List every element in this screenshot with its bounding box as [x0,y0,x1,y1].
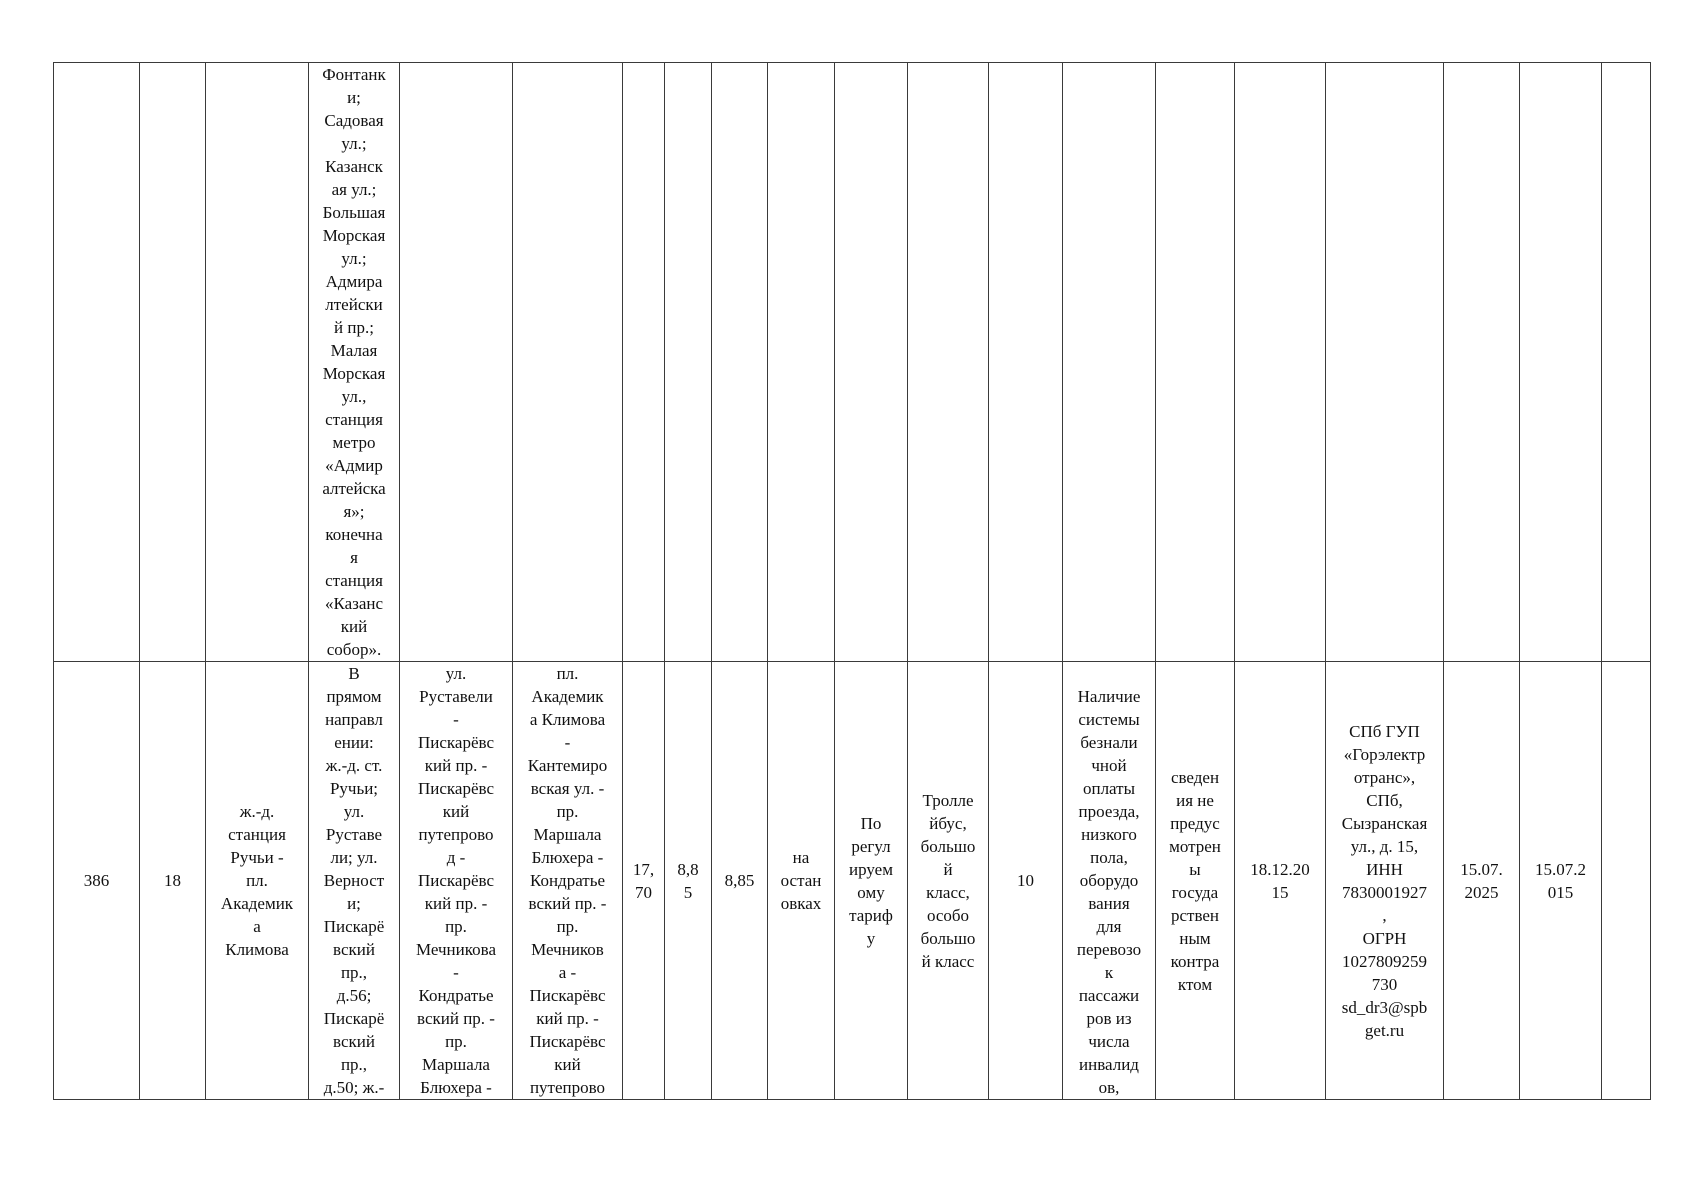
cell-date-a [1444,662,1520,1100]
length-total: 17, 70 [632,859,655,902]
cell-date-a [1444,63,1520,662]
cell-length-backward [712,662,768,1100]
carrier-info: СПб ГУП «Горэлектр отранс», СПб, Сызранская ул., д. 15, ИНН 7830001927 , ОГРН 1027809259 730 sd_dr3@spb get.ru [1341,721,1428,1040]
cell-route-name [206,662,309,1100]
cell-environmental-class [1156,63,1235,662]
environmental-class: сведен ия не предус мотрен ы госуда рствен ным контра ктом [1169,767,1221,994]
forward-streets-text: ул. Руставели - Пискарёвс кий пр. - Пискарёвс кий путепрово д - Пискарёвс кий пр. - пр. Мечникова - Кондратье вский пр. - пр. Маршала Блюхера - [415,664,496,1097]
stops-list-text: В прямом направл ении: ж.-д. ст. Ручьи; ул. Руставе ли; ул. Верност и; Пискарё вский пр., д.56; Пискарё вский пр., д.50; ж.- [323,664,385,1097]
cell-backward-streets [513,63,623,662]
backward-streets-text: пл. Академик а Климова - Кантемиро вская ул. - пр. Маршала Блюхера - Кондратье вский пр. - пр. Мечников а - Пискарёвс кий пр. - Пискарёвс кий путепрово [527,664,608,1097]
cell-start-date [1235,662,1326,1100]
cell-vehicle-class [908,63,989,662]
cell-tariff-type [835,63,908,662]
route-registry-table [53,62,1651,1100]
cell-registry-number [54,63,140,662]
cell-length-total [623,63,665,662]
cell-length-backward [712,63,768,662]
cell-route-number [140,662,206,1100]
cell-date-b [1520,662,1602,1100]
cell-stops-list [309,662,400,1100]
start-date: 18.12.20 15 [1250,859,1310,902]
cell-stops-list [309,63,400,662]
date-b: 15.07.2 015 [1535,859,1586,902]
cell-route-number [140,63,206,662]
cell-start-date [1235,63,1326,662]
cell-route-name [206,63,309,662]
cell-boarding-order [768,662,835,1100]
cell-environmental-class [1156,662,1235,1100]
vehicle-class: Тролле йбус, большо й класс, особо большо й класс [920,790,976,971]
cell-date-b [1520,63,1602,662]
cell-length-total [623,662,665,1100]
length-backward: 8,85 [724,871,755,890]
vehicle-characteristics: Наличие системы безнали чной оплаты проезда, низкого пола, оборудо вания для перевозо к пассажи ров из числа инвалид ов, [1076,687,1142,1097]
length-forward: 8,8 5 [677,859,699,902]
table-row-route-386 [54,662,1651,1100]
cell-vehicle-characteristics [1063,63,1156,662]
cell-carrier-info [1326,63,1444,662]
boarding-order: на остан овках [780,848,822,913]
vehicle-count: 10 [1017,871,1034,890]
cell-notes [1602,662,1651,1100]
cell-tariff-type [835,662,908,1100]
cell-notes [1602,63,1651,662]
table-row-continuation [54,63,1651,662]
cell-vehicle-count [989,63,1063,662]
cell-vehicle-class [908,662,989,1100]
route-number: 18 [164,871,181,890]
cell-carrier-info [1326,662,1444,1100]
route-name: ж.-д. станция Ручьи - пл. Академик а Климова [220,802,294,959]
cell-backward-streets [513,662,623,1100]
cell-length-forward [665,662,712,1100]
cell-registry-number [54,662,140,1100]
cell-length-forward [665,63,712,662]
cell-vehicle-count [989,662,1063,1100]
tariff-type: По регул ируем ому тариф у [849,813,893,948]
cell-vehicle-characteristics [1063,662,1156,1100]
cell-forward-streets [400,63,513,662]
date-a: 15.07. 2025 [1460,859,1503,902]
cell-forward-streets [400,662,513,1100]
cell-boarding-order [768,63,835,662]
stops-list-text: Фонтанк и; Садовая ул.; Казанск ая ул.; Большая Морская ул.; Адмира лтейски й пр.; Малая Морская ул., станция метро «Адмир алтейска я»; конечна я станция «Казанс кий собор». [322,65,386,659]
registry-number: 386 [83,871,110,890]
